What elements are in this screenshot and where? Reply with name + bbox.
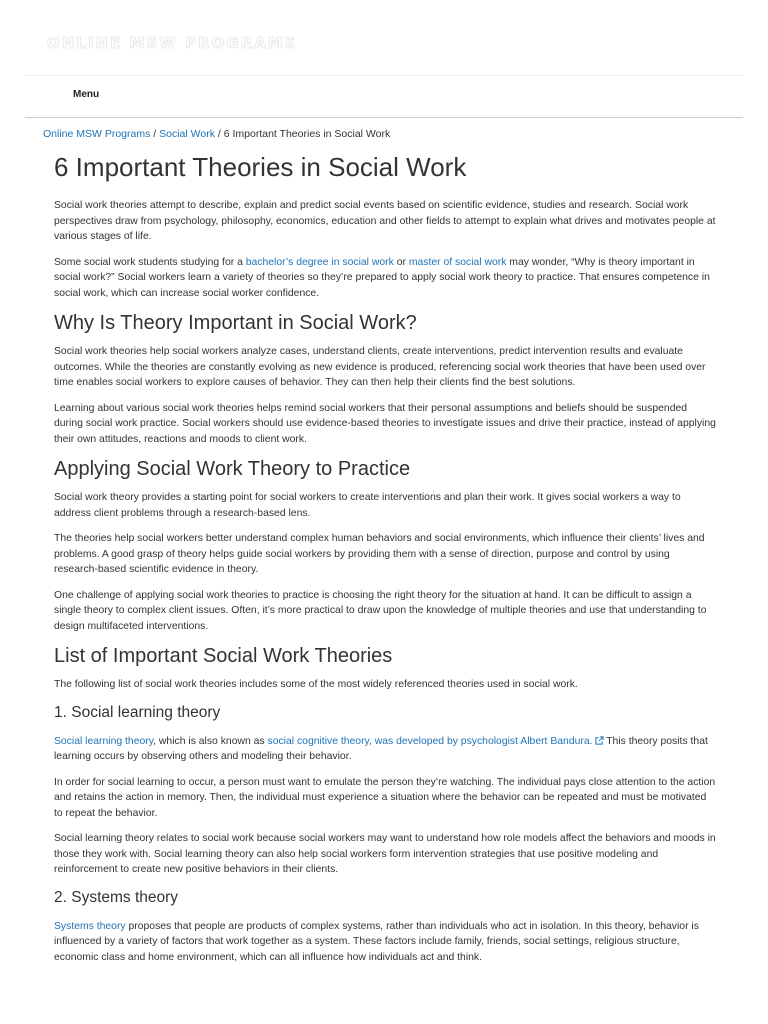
menu-button[interactable]: Menu xyxy=(73,89,100,100)
text-span: Some social work students studying for a xyxy=(54,256,246,268)
social-learning-theory-link[interactable]: Social learning theory xyxy=(54,735,154,747)
paragraph: In order for social learning to occur, a person must want to emulate the person they’re watching. The individual pays close attention to the action and retains the action in memory. Then, the individual must experience a situation where the behavior can be repeated and must be motivated to repeat the behavior. xyxy=(54,776,716,819)
bachelors-degree-link[interactable]: bachelor’s degree in social work xyxy=(245,256,394,268)
paragraph: Social work theory provides a starting point for social workers to create interventions and plan their work. It gives social workers a way to address client problems through a research-based lens. xyxy=(54,492,681,519)
breadcrumb-separator: / xyxy=(214,128,224,140)
systems-theory-link[interactable]: Systems theory xyxy=(54,920,126,932)
breadcrumb-separator: / xyxy=(150,128,160,140)
section-heading-why: Why Is Theory Important in Social Work? xyxy=(54,312,417,334)
article-content xyxy=(54,150,716,975)
nav-divider xyxy=(25,117,743,118)
text-span: may wonder, “Why is theory important in social work?” Social workers learn a variety of theories so they’re prepared to apply social work theory to practice. That ensures competence in social work, which can increase social worker confidence. xyxy=(54,256,710,299)
link-text: social cognitive theory, was developed by psychologist Albert Bandura. xyxy=(267,735,593,747)
subheading-social-learning: 1. Social learning theory xyxy=(54,703,221,721)
external-link-icon xyxy=(595,736,604,745)
section-heading-list: List of Important Social Work Theories xyxy=(54,645,393,667)
breadcrumb-link-home[interactable]: Online MSW Programs xyxy=(43,128,151,140)
text-span: , which is also known as xyxy=(153,735,268,747)
header-divider xyxy=(25,75,743,76)
paragraph: One challenge of applying social work theories to practice is choosing the right theory for the situation at hand. It can be difficult to assign a single theory to complex client issues. Often, it’s more practical to draw upon the knowledge of multiple theories and use that understanding to design multifaceted interventions. xyxy=(54,589,707,632)
text-span: or xyxy=(393,256,409,268)
breadcrumb xyxy=(43,128,390,140)
breadcrumb-link-social-work[interactable]: Social Work xyxy=(159,128,215,140)
page-title: 6 Important Theories in Social Work xyxy=(54,152,467,182)
master-of-social-work-link[interactable]: master of social work xyxy=(408,256,507,268)
site-logo[interactable] xyxy=(47,34,297,53)
paragraph: Social learning theory relates to social work because social workers may want to understand how role models affect the behaviors and moods in those they work with. Social learning theory can also help social workers form intervention strategies that use positive modeling and reinforcement to create new positive behaviors in their clients. xyxy=(54,833,716,875)
intro-paragraph-links xyxy=(54,255,716,302)
paragraph: Learning about various social work theories helps remind social workers that their personal assumptions and beliefs should be suspended during social work practice. Social workers should use evidence-based theories to investigate issues and drive their practice, instead of applying their own attitudes, reactions and moods to client work. xyxy=(54,402,716,445)
intro-paragraph: Social work theories attempt to describe, explain and predict social events based on scientific evidence, studies and research. Social work perspectives draw from psychology, philosophy, economics, education and other fields to attempt to explain what drives and motivates people at various stages of life. xyxy=(54,200,716,242)
paragraph: Social work theories help social workers analyze cases, understand clients, create interventions, predict intervention results and evaluate outcomes. While the theories are constantly evolving as new evidence is produced, referencing social work theories that have been used over time enables social workers to explore causes of behavior. They can then help their clients find the best solutions. xyxy=(54,346,706,388)
paragraph-social-learning-intro xyxy=(54,734,716,765)
social-cognitive-theory-link[interactable] xyxy=(268,736,604,747)
logo-text: ONLINE MSW PROGRAMS xyxy=(47,34,298,52)
subheading-systems: 2. Systems theory xyxy=(54,888,179,906)
text-span: This theory posits that learning occurs by observing others and modeling their behavior. xyxy=(54,735,708,762)
paragraph: The following list of social work theories includes some of the most widely referenced theories used in social work. xyxy=(54,679,578,690)
section-heading-applying: Applying Social Work Theory to Practice xyxy=(54,458,411,480)
breadcrumb-current: 6 Important Theories in Social Work xyxy=(223,128,391,140)
paragraph: The theories help social workers better understand complex human behaviors and social environments, which influence their clients’ lives and problems. A good grasp of theory helps guide social workers by providing them with a sense of direction, purpose and control by using research-based scientific evidence in theory. xyxy=(54,533,705,575)
text-span: proposes that people are products of complex systems, rather than individuals who act in isolation. In this theory, behavior is influenced by a variety of factors that work together as a system. These factors include family, friends, social settings, religious structure, economic class and home environment, which can all influence how individuals act and think. xyxy=(54,920,699,963)
paragraph-systems-intro xyxy=(54,919,716,966)
